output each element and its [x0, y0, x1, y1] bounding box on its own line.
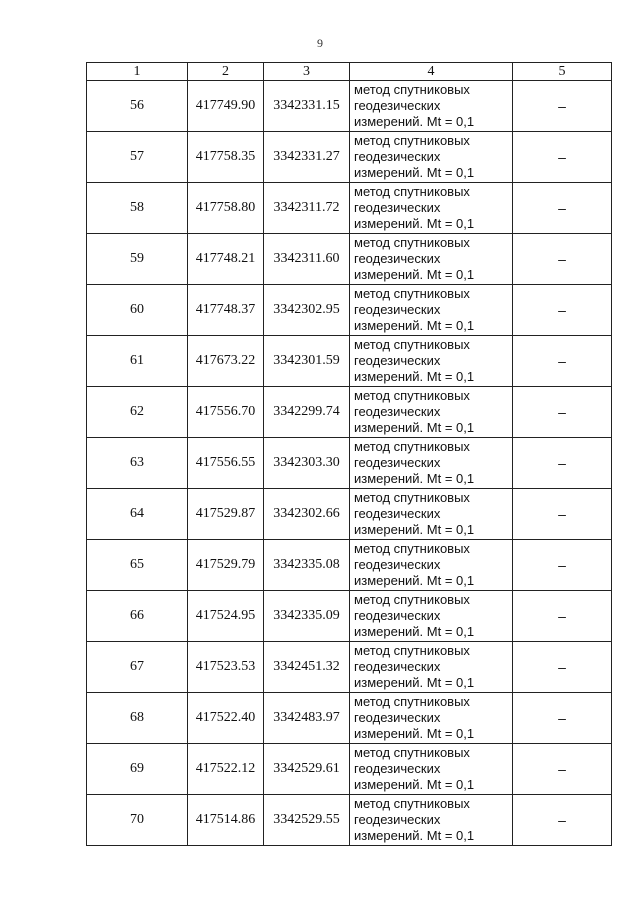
x-coordinate-cell: 417556.70	[188, 387, 264, 438]
note-cell: –	[513, 81, 612, 132]
method-cell	[350, 540, 513, 591]
note-cell: –	[513, 336, 612, 387]
point-number-cell: 56	[87, 81, 188, 132]
column-header-4: 4	[350, 63, 513, 81]
table-row	[87, 438, 612, 489]
method-line: геодезических	[354, 353, 441, 368]
x-coordinate-cell: 417529.87	[188, 489, 264, 540]
method-line: метод спутниковых	[354, 694, 470, 709]
point-number-cell: 65	[87, 540, 188, 591]
method-line: геодезических	[354, 98, 441, 113]
point-number-cell: 62	[87, 387, 188, 438]
x-coordinate-cell: 417524.95	[188, 591, 264, 642]
method-cell	[350, 183, 513, 234]
point-number-cell: 69	[87, 744, 188, 795]
point-number-cell: 68	[87, 693, 188, 744]
point-number-cell: 66	[87, 591, 188, 642]
point-number-cell: 67	[87, 642, 188, 693]
method-cell	[350, 285, 513, 336]
table-row	[87, 693, 612, 744]
note-cell: –	[513, 642, 612, 693]
y-coordinate-cell: 3342483.97	[264, 693, 350, 744]
note-cell: –	[513, 693, 612, 744]
method-line: измерений. Mt = 0,1	[354, 318, 475, 333]
method-line: геодезических	[354, 200, 441, 215]
column-header-3: 3	[264, 63, 350, 81]
table-row	[87, 591, 612, 642]
method-line: метод спутниковых	[354, 184, 470, 199]
method-line: метод спутниковых	[354, 133, 470, 148]
note-cell: –	[513, 132, 612, 183]
method-line: метод спутниковых	[354, 796, 470, 811]
method-line: измерений. Mt = 0,1	[354, 726, 475, 741]
method-line: метод спутниковых	[354, 592, 470, 607]
y-coordinate-cell: 3342529.55	[264, 795, 350, 846]
table-row	[87, 336, 612, 387]
point-number-cell: 57	[87, 132, 188, 183]
point-number-cell: 64	[87, 489, 188, 540]
table-row	[87, 285, 612, 336]
y-coordinate-cell: 3342335.08	[264, 540, 350, 591]
method-line: геодезических	[354, 404, 441, 419]
method-line: измерений. Mt = 0,1	[354, 471, 475, 486]
table-row	[87, 744, 612, 795]
method-line: измерений. Mt = 0,1	[354, 114, 475, 129]
note-cell: –	[513, 591, 612, 642]
method-line: геодезических	[354, 812, 441, 827]
y-coordinate-cell: 3342451.32	[264, 642, 350, 693]
method-line: измерений. Mt = 0,1	[354, 369, 475, 384]
method-line: измерений. Mt = 0,1	[354, 216, 475, 231]
method-line: геодезических	[354, 302, 441, 317]
x-coordinate-cell: 417749.90	[188, 81, 264, 132]
table-row	[87, 183, 612, 234]
y-coordinate-cell: 3342331.15	[264, 81, 350, 132]
y-coordinate-cell: 3342302.66	[264, 489, 350, 540]
table-row	[87, 489, 612, 540]
table-row	[87, 234, 612, 285]
method-cell	[350, 591, 513, 642]
method-line: измерений. Mt = 0,1	[354, 624, 475, 639]
method-line: измерений. Mt = 0,1	[354, 267, 475, 282]
method-line: метод спутниковых	[354, 643, 470, 658]
y-coordinate-cell: 3342311.60	[264, 234, 350, 285]
method-cell	[350, 387, 513, 438]
method-line: метод спутниковых	[354, 337, 470, 352]
method-cell	[350, 81, 513, 132]
y-coordinate-cell: 3342331.27	[264, 132, 350, 183]
method-line: геодезических	[354, 506, 441, 521]
table-row	[87, 387, 612, 438]
x-coordinate-cell: 417758.80	[188, 183, 264, 234]
method-cell	[350, 642, 513, 693]
x-coordinate-cell: 417522.12	[188, 744, 264, 795]
x-coordinate-cell: 417514.86	[188, 795, 264, 846]
method-line: метод спутниковых	[354, 745, 470, 760]
x-coordinate-cell: 417522.40	[188, 693, 264, 744]
note-cell: –	[513, 285, 612, 336]
method-line: геодезических	[354, 608, 441, 623]
y-coordinate-cell: 3342303.30	[264, 438, 350, 489]
x-coordinate-cell: 417523.53	[188, 642, 264, 693]
method-cell	[350, 744, 513, 795]
method-cell	[350, 336, 513, 387]
table-row	[87, 642, 612, 693]
method-line: измерений. Mt = 0,1	[354, 573, 475, 588]
method-line: геодезических	[354, 761, 441, 776]
x-coordinate-cell: 417556.55	[188, 438, 264, 489]
note-cell: –	[513, 744, 612, 795]
point-number-cell: 61	[87, 336, 188, 387]
point-number-cell: 63	[87, 438, 188, 489]
y-coordinate-cell: 3342301.59	[264, 336, 350, 387]
method-line: метод спутниковых	[354, 541, 470, 556]
x-coordinate-cell: 417748.21	[188, 234, 264, 285]
y-coordinate-cell: 3342529.61	[264, 744, 350, 795]
y-coordinate-cell: 3342335.09	[264, 591, 350, 642]
method-line: метод спутниковых	[354, 82, 470, 97]
method-line: измерений. Mt = 0,1	[354, 777, 475, 792]
method-cell	[350, 234, 513, 285]
method-line: геодезических	[354, 659, 441, 674]
method-line: измерений. Mt = 0,1	[354, 420, 475, 435]
column-header-1: 1	[87, 63, 188, 81]
method-line: метод спутниковых	[354, 235, 470, 250]
point-number-cell: 59	[87, 234, 188, 285]
method-cell	[350, 693, 513, 744]
page-number: 9	[317, 36, 323, 50]
method-cell	[350, 795, 513, 846]
method-line: метод спутниковых	[354, 439, 470, 454]
coordinates-table	[86, 62, 612, 846]
note-cell: –	[513, 438, 612, 489]
note-cell: –	[513, 795, 612, 846]
method-line: метод спутниковых	[354, 490, 470, 505]
table-row	[87, 540, 612, 591]
method-line: измерений. Mt = 0,1	[354, 828, 475, 843]
method-line: измерений. Mt = 0,1	[354, 675, 475, 690]
x-coordinate-cell: 417758.35	[188, 132, 264, 183]
method-line: измерений. Mt = 0,1	[354, 165, 475, 180]
y-coordinate-cell: 3342299.74	[264, 387, 350, 438]
note-cell: –	[513, 489, 612, 540]
x-coordinate-cell: 417673.22	[188, 336, 264, 387]
method-line: геодезических	[354, 149, 441, 164]
method-line: геодезических	[354, 251, 441, 266]
point-number-cell: 58	[87, 183, 188, 234]
x-coordinate-cell: 417529.79	[188, 540, 264, 591]
y-coordinate-cell: 3342302.95	[264, 285, 350, 336]
point-number-cell: 60	[87, 285, 188, 336]
method-line: метод спутниковых	[354, 388, 470, 403]
method-line: метод спутниковых	[354, 286, 470, 301]
table-header-row	[87, 63, 612, 81]
y-coordinate-cell: 3342311.72	[264, 183, 350, 234]
method-line: геодезических	[354, 455, 441, 470]
table-row	[87, 81, 612, 132]
method-cell	[350, 132, 513, 183]
note-cell: –	[513, 540, 612, 591]
x-coordinate-cell: 417748.37	[188, 285, 264, 336]
table-body	[87, 81, 612, 846]
note-cell: –	[513, 183, 612, 234]
method-cell	[350, 438, 513, 489]
method-cell	[350, 489, 513, 540]
method-line: геодезических	[354, 710, 441, 725]
note-cell: –	[513, 234, 612, 285]
method-line: геодезических	[354, 557, 441, 572]
table-row	[87, 132, 612, 183]
column-header-2: 2	[188, 63, 264, 81]
method-line: измерений. Mt = 0,1	[354, 522, 475, 537]
note-cell: –	[513, 387, 612, 438]
point-number-cell: 70	[87, 795, 188, 846]
table-row	[87, 795, 612, 846]
column-header-5: 5	[513, 63, 612, 81]
